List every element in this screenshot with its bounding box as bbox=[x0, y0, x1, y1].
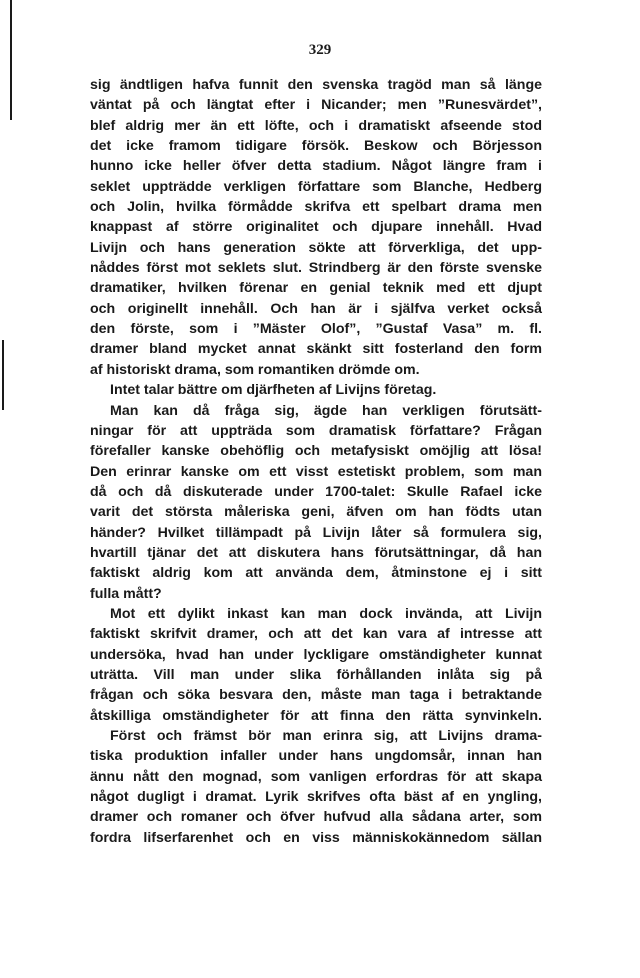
text-line: blef aldrig mer än ett löfte, och i dramatiskt afseende stod bbox=[90, 117, 542, 134]
text-line: förefaller kanske obehöflig och metafysiskt omöjlig att lösa! bbox=[90, 443, 542, 460]
text-line: faktiskt aldrig kom att använda dem, åtminstone ej i sitt bbox=[90, 565, 542, 582]
text-line: seklet uppträdde verkligen författare som Blanche, Hedberg bbox=[90, 178, 542, 195]
text-line: ningar för att uppträda som dramatisk författare? Frågan bbox=[90, 422, 542, 439]
text-line: och Jolin, hvilka förmådde skrifva ett spelbart drama men bbox=[90, 199, 542, 216]
text-line: hunno icke heller öfver detta stadium. Något längre fram i bbox=[90, 158, 542, 175]
text-line: Man kan då fråga sig, ägde han verkligen förutsätt- bbox=[110, 402, 542, 419]
text-line: uträtta. Vill man under slika förhållanden inlåta sig på bbox=[90, 666, 542, 683]
text-line: fulla mått? bbox=[90, 585, 162, 602]
text-line: dramer bland mycket annat skänkt sitt fosterland den form bbox=[90, 341, 542, 358]
text-line: fordra lifserfarenhet och en viss människokännedom sällan bbox=[90, 829, 542, 846]
text-line: åtskilliga omständigheter för att finna den rätta synvinkeln. bbox=[90, 707, 542, 724]
text-line: dramer och romaner och öfver hufvud alla sådana arter, som bbox=[90, 809, 542, 826]
text-line: Intet talar bättre om djärfheten af Livijns företag. bbox=[110, 382, 437, 399]
text-line: den förste, som i ”Mäster Olof”, ”Gustaf Vasa” m. fl. bbox=[90, 321, 542, 338]
text-line: knappast af större originalitet och djupare innehåll. Hvad bbox=[90, 219, 542, 236]
text-line: något dugligt i dramat. Lyrik skrifves ofta bäst af en yngling, bbox=[90, 789, 542, 806]
scan-edge-mark bbox=[2, 340, 4, 410]
text-line: hvartill tjänar det att diskutera hans förutsättningar, då han bbox=[90, 544, 542, 561]
text-line: Livijn och hans generation sökte att förverkliga, det upp- bbox=[90, 239, 542, 256]
text-line: händer? Hvilket tillämpadt på Livijn låter så formulera sig, bbox=[90, 524, 542, 541]
body-text bbox=[90, 75, 542, 848]
page-number: 329 bbox=[308, 42, 332, 58]
text-line: då och då diskuterade under 1700-talet: Skulle Rafael icke bbox=[90, 483, 542, 500]
text-line: väntat på och längtat efter i Nicander; men ”Runesvärdet”, bbox=[90, 97, 542, 114]
text-line: frågan och söka besvara den, måste man taga i betraktande bbox=[90, 687, 542, 704]
text-line: Mot ett dylikt inkast kan man dock invända, att Livijn bbox=[110, 605, 542, 622]
text-line: Den erinrar kanske om ett visst estetiskt problem, som man bbox=[90, 463, 542, 480]
text-line: sig ändtligen hafva funnit den svenska tragöd man så länge bbox=[90, 77, 542, 93]
text-line: nåddes först mot seklets slut. Strindberg är den förste svenske bbox=[90, 260, 542, 277]
text-line: ännu nått den mognad, som vanligen erfordras för att skapa bbox=[90, 768, 542, 785]
text-line: af historiskt drama, som romantiken drömde om. bbox=[90, 361, 420, 378]
text-line: varit det största måleriska geni, äfven om han födts utan bbox=[90, 504, 542, 521]
text-line: tiska produktion infaller under hans ungdomsår, innan han bbox=[90, 748, 542, 765]
text-line: faktiskt skrifvit dramer, och att det kan vara af intresse att bbox=[90, 626, 542, 643]
text-line: och originellt innehåll. Och han är i själfva verket också bbox=[90, 300, 542, 317]
text-line: Först och främst bör man erinra sig, att Livijns drama- bbox=[110, 728, 542, 744]
text-line: det icke framom tidigare försök. Beskow och Börjesson bbox=[90, 138, 542, 155]
text-line: dramatiker, hvilken förenar en genial teknik med ett djupt bbox=[90, 280, 542, 297]
scan-edge-mark bbox=[10, 0, 12, 120]
text-line: undersöka, hvad han under lyckligare omständigheter kunnat bbox=[90, 646, 542, 663]
